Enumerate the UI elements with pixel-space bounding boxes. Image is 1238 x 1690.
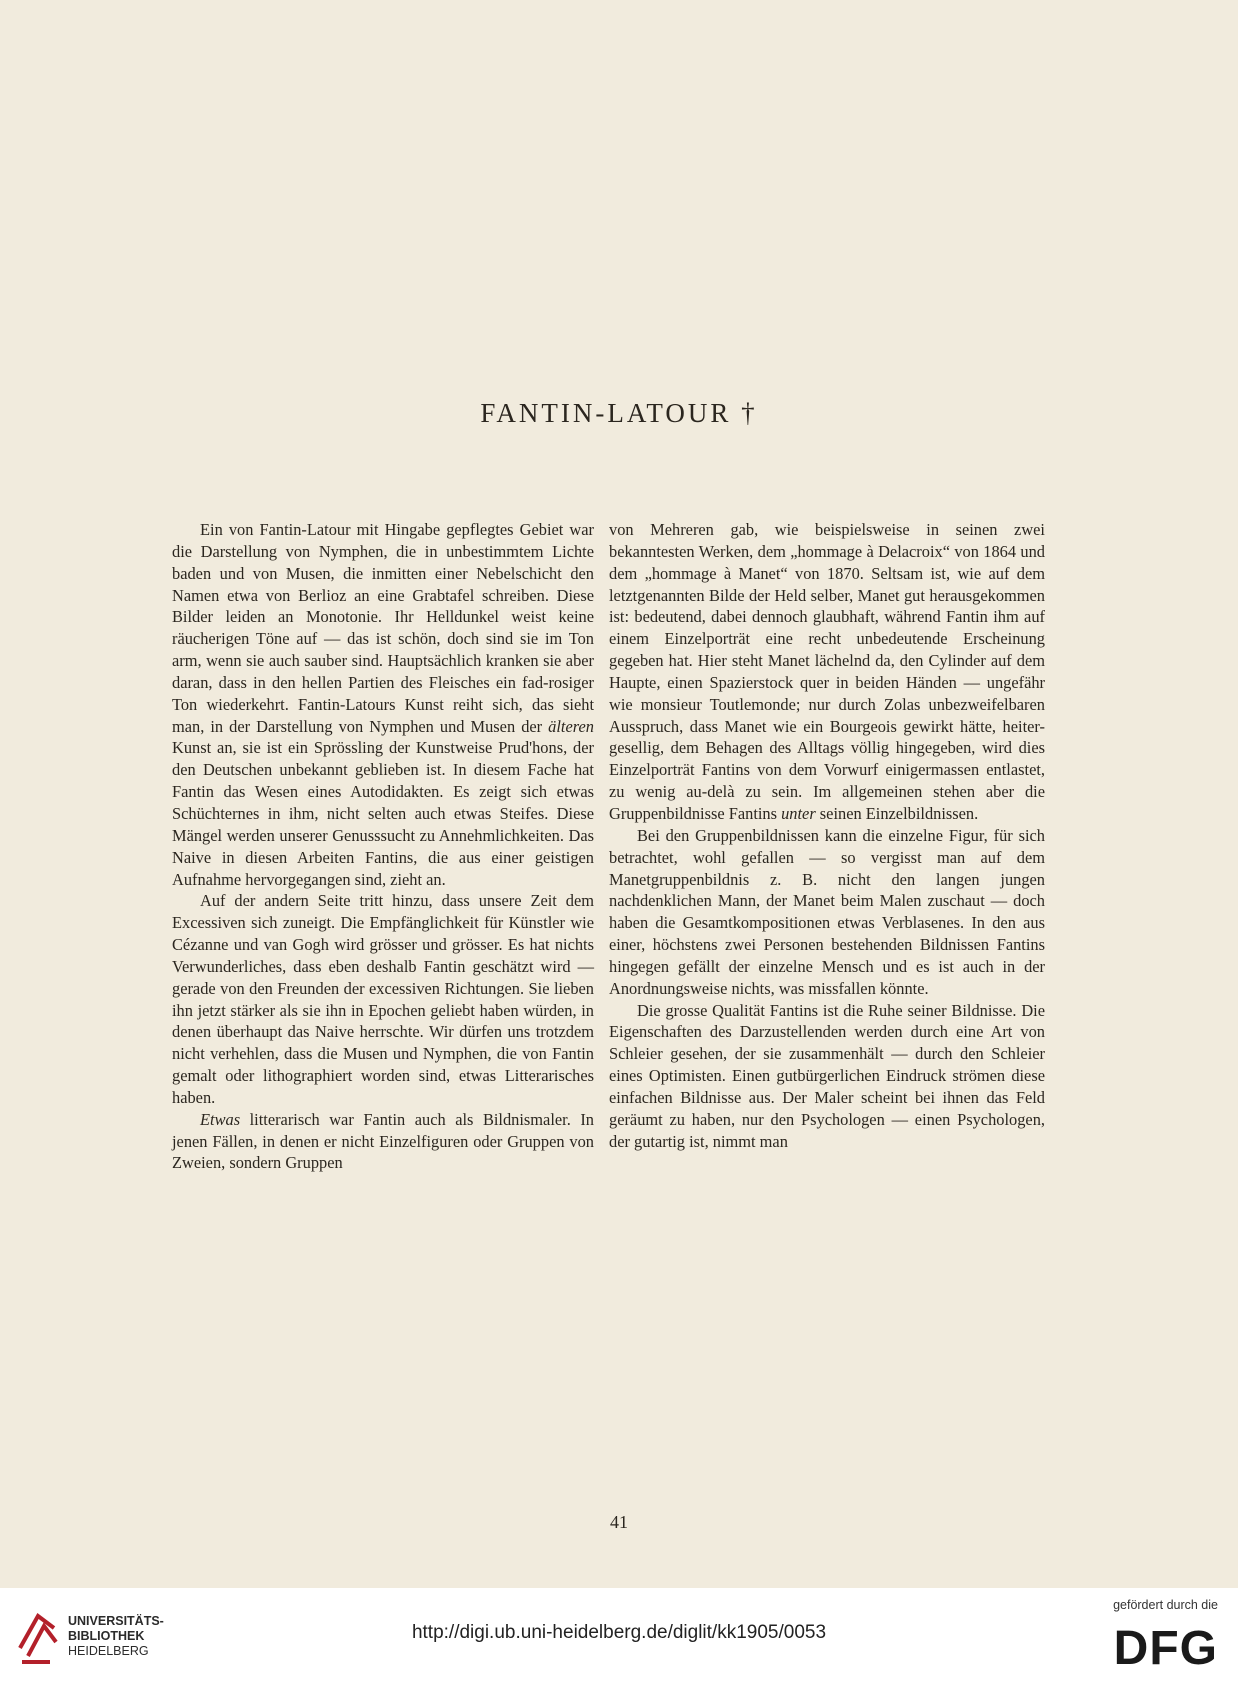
paragraph: Bei den Gruppenbildnissen kann die einzelne Figur, für sich betrachtet, wohl gefallen — so vergisst man auf dem Manetgruppenbildnis z. B. nicht den langen jungen nachdenklichen Mann, der Manet beim Malen zuschaut — doch haben die Gesamtkompositionen etwas Verblasenes. In den aus einer, höchstens zwei Personen bestehenden Bildnissen Fantins hingegen gefällt der einzelne Mensch und es ist auch in der Anordnungsweise nichts, was missfallen könnte. (609, 825, 1045, 998)
left-text-column (172, 519, 594, 1174)
right-text-column (609, 519, 1045, 1152)
library-name: UNIVERSITÄTS- BIBLIOTHEK HEIDELBERG (68, 1614, 164, 1658)
funding-caption: gefördert durch die (1113, 1598, 1218, 1612)
dfg-logo: DFG (1113, 1622, 1218, 1675)
paragraph: Ein von Fantin-Latour mit Hingabe gepflegtes Gebiet war die Darstellung von Nymphen, die in unbestimmtem Lichte baden und von Musen, die inmitten einer Nebelschicht den Namen etwa von Berlioz an eine Grabtafel schreiben. Diese Bilder leiden an Monotonie. Ihr Helldunkel weist keine räucherigen Töne auf — das ist schön, doch sind sie im Ton arm, wenn sie auch sauber sind. Hauptsächlich kranken sie aber daran, dass in den hellen Partien des Fleisches ein fad-rosiger Ton wiederkehrt. Fantin-Latours Kunst reiht sich, das sieht man, in der Darstellung von Nymphen und Musen der älteren Kunst an, sie ist ein Sprössling der Kunstweise Prud'hons, der den Deutschen unbekannt geblieben ist. In diesem Fache hat Fantin das Wesen eines Autodidakten. Es zeigt sich etwas Schüchternes in ihm, nicht selten auch etwas Steifes. Diese Mängel werden unserer Genusssucht zu Annehmlichkeiten. Das Naive in diesen Arbeiten Fantins, die aus einer geistigen Aufnahme hervorgegangen sind, zieht an. (172, 520, 594, 889)
digitization-footer (0, 1588, 1238, 1690)
paragraph: von Mehreren gab, wie beispielsweise in seinen zwei bekanntesten Werken, dem „hommage à Delacroix“ von 1864 und dem „hommage à Manet“ von 1870. Seltsam ist, wie auf dem letztgenannten Bilde der Held selber, Manet gut herausgekommen ist: bedeutend, dabei dennoch glaubhaft, während Fantin ihm auf einem Einzelporträt eine recht unbedeutende Erscheinung gegeben hat. Hier steht Manet lächelnd da, den Cylinder auf dem Haupte, einen Spazierstock quer in beiden Händen — ungefähr wie monsieur Toutlemonde; nur durch Zolas unbezweifelbaren Ausspruch, dass Manet wie ein Bourgeois gewirkt hätte, heiter-gesellig, dem Behagen des Alltags völlig hingegeben, wird dies Einzelporträt Fantins von dem Vorwurf einigermassen entlastet, zu wenig au-delà zu sein. Im allgemeinen stehen aber die Gruppenbildnisse Fantins unter seinen Einzelbildnissen. (609, 520, 1045, 823)
paragraph: Auf der andern Seite tritt hinzu, dass unsere Zeit dem Excessiven sich zuneigt. Die Empfänglichkeit für Künstler wie Cézanne und van Gogh wird grösser und grösser. Es hat nichts Verwunderliches, dass eben deshalb Fantin geschätzt wird — gerade von den Freunden der excessiven Richtungen. Sie lieben ihn jetzt stärker als sie ihn in Epochen geliebt haben würden, in denen überhaupt das Naive herrschte. Wir dürfen uns trotzdem nicht verhehlen, dass die Musen und Nymphen, die von Fantin gemalt oder lithographiert worden sind, etwas Litterarisches haben. (172, 891, 594, 1107)
source-url-link[interactable]: http://digi.ub.uni-heidelberg.de/diglit/kk1905/0053 (411, 1622, 827, 1643)
paragraph: Die grosse Qualität Fantins ist die Ruhe seiner Bildnisse. Die Eigenschaften des Darzustellenden werden durch eine Art von Schleier gesehen, der sie zusammenhält — durch den Schleier eines Optimisten. Einen gutbürgerlichen Eindruck strömen diese einfachen Bildnisse aus. Der Maler scheint bei ihnen das Feld geräumt zu haben, nur den Psychologen — einen Psychologen, der gutartig ist, nimmt man (609, 1000, 1045, 1151)
paragraph: Etwas litterarisch war Fantin auch als Bildnismaler. In jenen Fällen, in denen er nicht Einzelfiguren oder Gruppen von Zweien, sondern Gruppen (172, 1109, 594, 1173)
article-title: FANTIN-LATOUR † (480, 398, 758, 428)
page-number: 41 (610, 1512, 628, 1532)
